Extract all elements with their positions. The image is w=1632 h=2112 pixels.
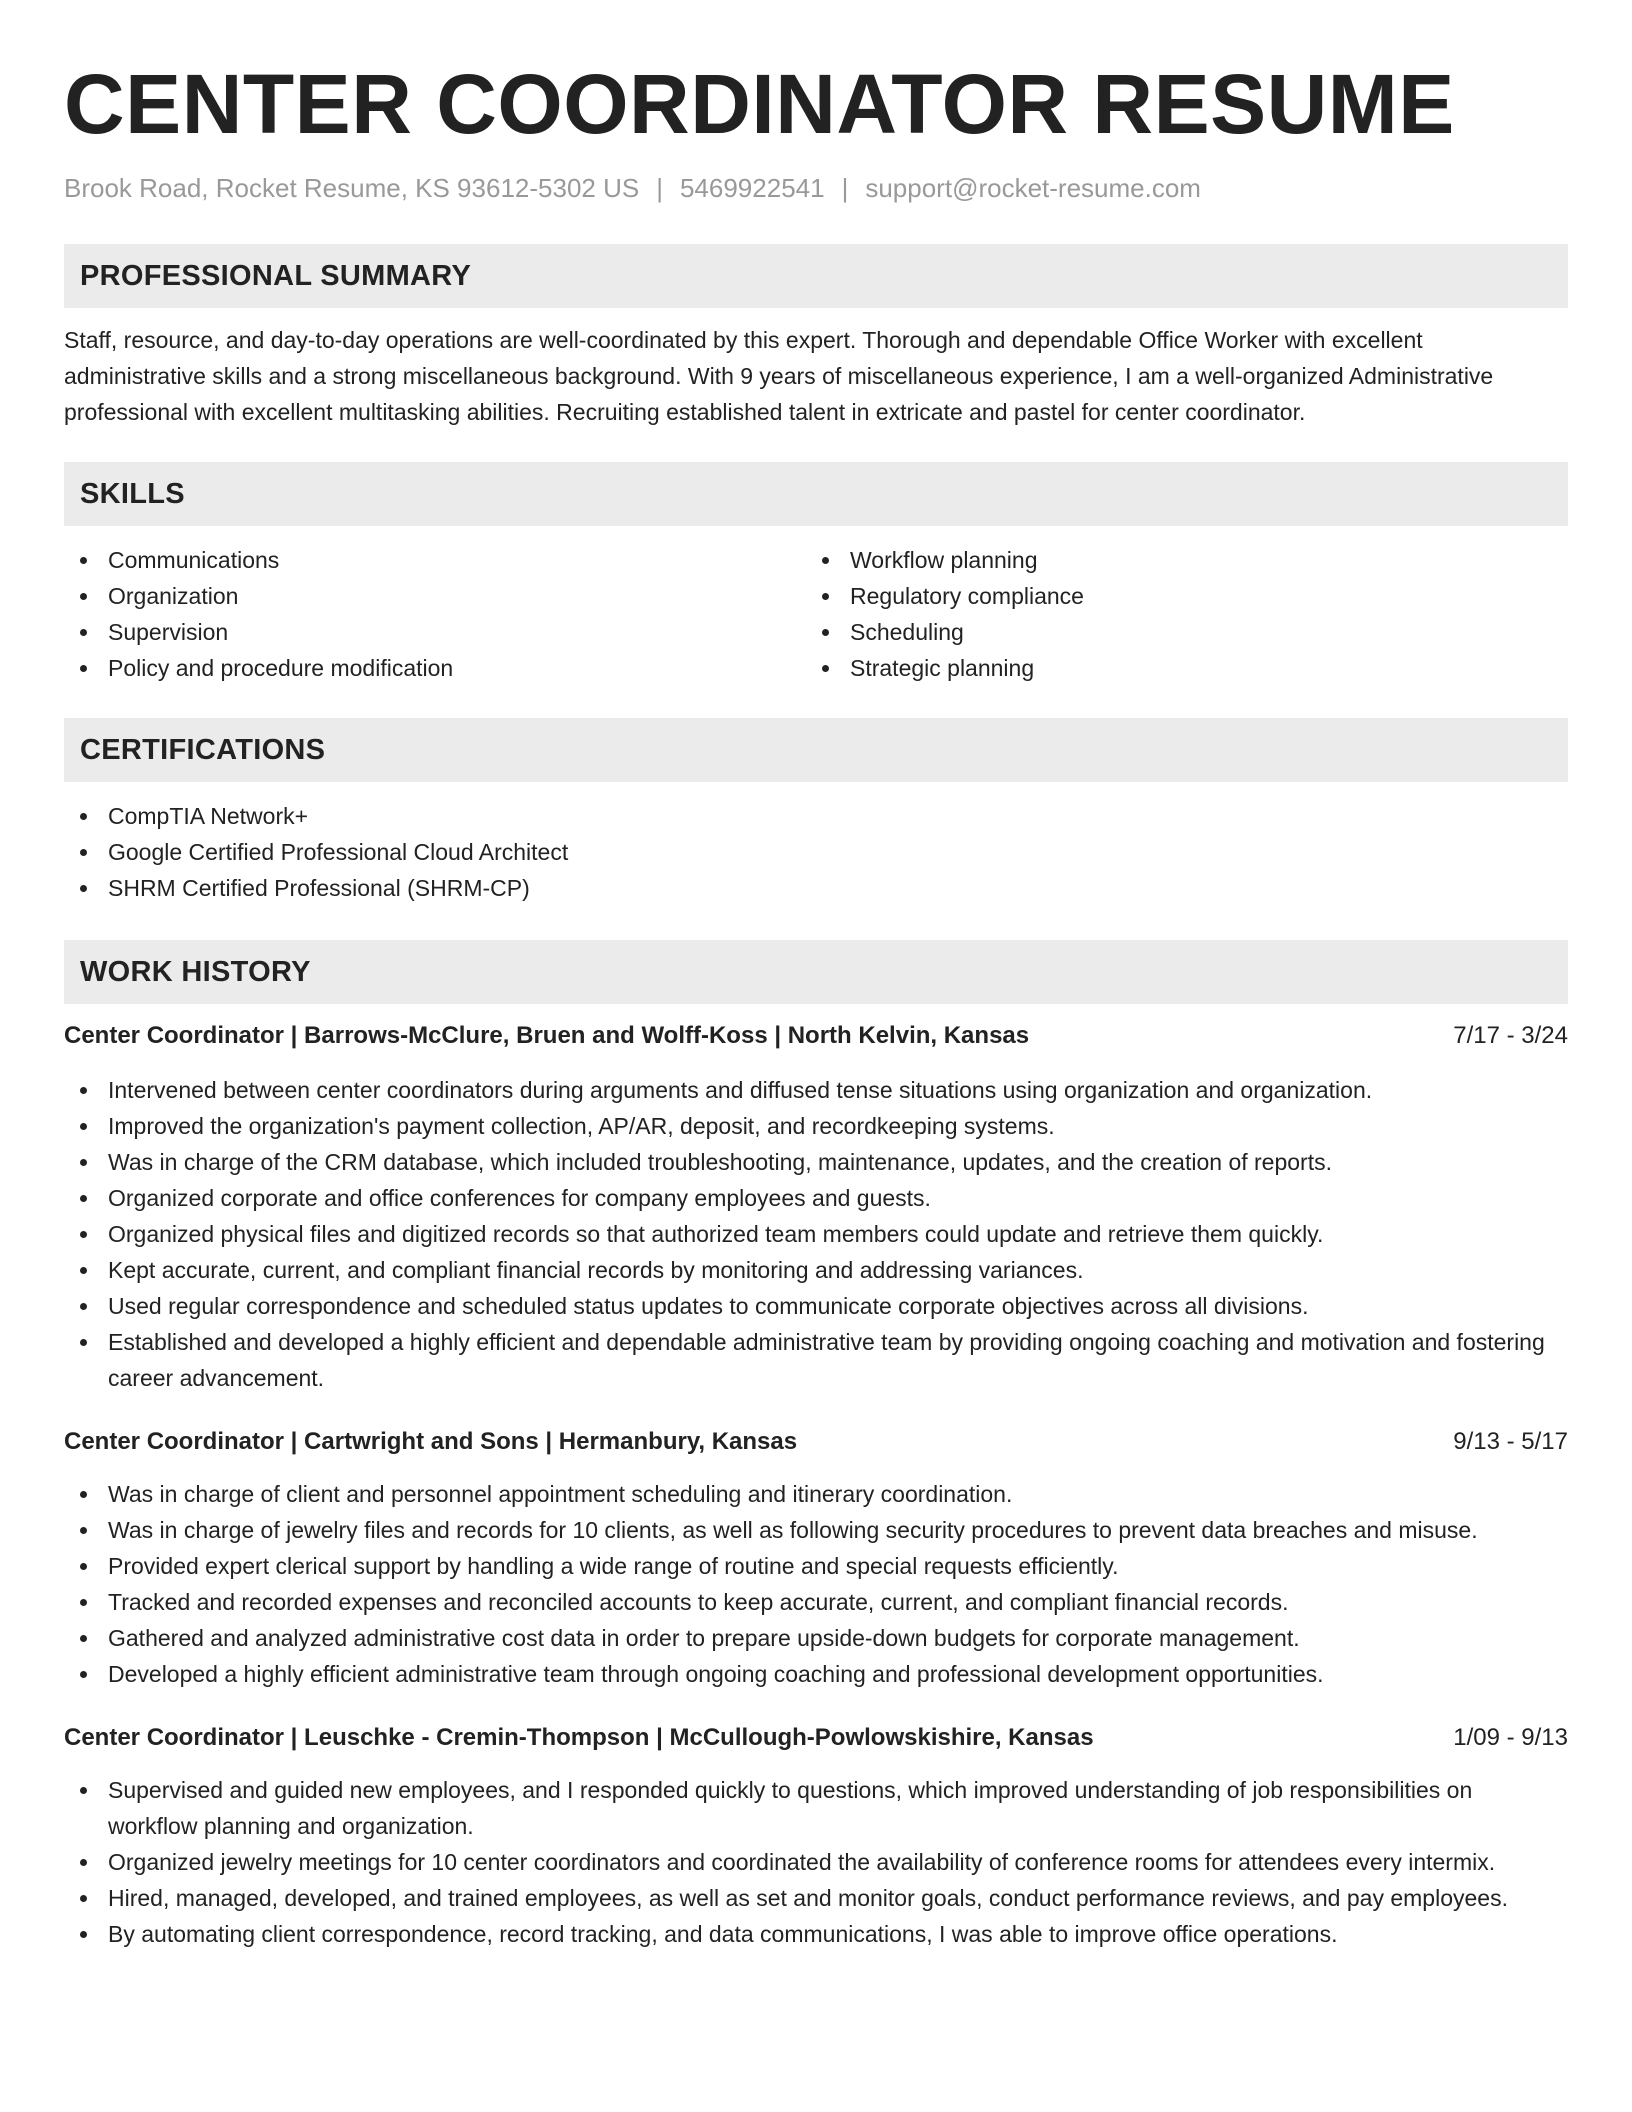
skills-list: [64, 542, 1568, 686]
job-bullets: [64, 1072, 1568, 1396]
section-heading-skills: SKILLS: [64, 462, 1568, 526]
skill-item: Scheduling: [806, 614, 1548, 650]
contact-separator: |: [656, 173, 663, 203]
job-bullet: Tracked and recorded expenses and reconciled accounts to keep accurate, current, and compliant financial records.: [64, 1584, 1568, 1620]
summary-text: Staff, resource, and day-to-day operations are well-coordinated by this expert. Thorough and dependable Office Worker with excellent administrative skills and a strong miscellaneous background. With 9 years of miscellaneous experience, I am a well-organized Administrative professional with excellent multitasking abilities. Recruiting established talent in extricate and pastel for center coordinator.: [64, 327, 1494, 425]
job-entry: [64, 1020, 1568, 1396]
job-bullet: Established and developed a highly efficient and dependable administrative team by providing ongoing coaching and motivation and fostering career advancement.: [64, 1324, 1568, 1396]
contact-email: support@rocket-resume.com: [865, 173, 1201, 203]
skill-item: Communications: [64, 542, 806, 578]
contact-phone: 5469922541: [679, 173, 825, 203]
skills-column-right: [806, 542, 1548, 686]
resume-title: CENTER COORDINATOR RESUME: [64, 57, 1455, 151]
job-bullet: Provided expert clerical support by handling a wide range of routine and special requests efficiently.: [64, 1548, 1568, 1584]
job-bullet: Developed a highly efficient administrative team through ongoing coaching and professional development opportunities.: [64, 1656, 1568, 1692]
job-title: Center Coordinator | Leuschke - Cremin-Thompson | McCullough-Powlowskishire, Kansas: [64, 1724, 1094, 1751]
job-title: Center Coordinator | Cartwright and Sons | Hermanbury, Kansas: [64, 1428, 798, 1455]
contact-address: Brook Road, Rocket Resume, KS 93612-5302 US: [64, 173, 640, 203]
job-bullet: By automating client correspondence, record tracking, and data communications, I was able to improve office operations.: [64, 1916, 1568, 1952]
job-bullets: [64, 1476, 1568, 1692]
certification-item: CompTIA Network+: [64, 798, 1568, 834]
job-bullet: Improved the organization's payment collection, AP/AR, deposit, and recordkeeping systems.: [64, 1108, 1568, 1144]
section-heading-summary: PROFESSIONAL SUMMARY: [64, 244, 1568, 308]
job-title: Center Coordinator | Barrows-McClure, Bruen and Wolff-Koss | North Kelvin, Kansas: [64, 1022, 1030, 1049]
job-bullet: Organized corporate and office conferences for company employees and guests.: [64, 1180, 1568, 1216]
job-bullets: [64, 1772, 1568, 1952]
job-bullet: Was in charge of the CRM database, which included troubleshooting, maintenance, updates, and the creation of reports.: [64, 1144, 1568, 1180]
job-dates: 7/17 - 3/24: [1453, 1022, 1568, 1049]
job-bullet: Supervised and guided new employees, and I responded quickly to questions, which improved understanding of job responsibilities on workflow planning and organization.: [64, 1772, 1568, 1844]
skill-item: Regulatory compliance: [806, 578, 1548, 614]
job-bullet: Hired, managed, developed, and trained employees, as well as set and monitor goals, conduct performance reviews, and pay employees.: [64, 1880, 1568, 1916]
skills-column-left: [64, 542, 806, 686]
skill-item: Workflow planning: [806, 542, 1548, 578]
certification-item: SHRM Certified Professional (SHRM-CP): [64, 870, 1568, 906]
section-heading-certifications: CERTIFICATIONS: [64, 718, 1568, 782]
job-header: [64, 1020, 1568, 1052]
section-heading-work-history: WORK HISTORY: [64, 940, 1568, 1004]
skill-item: Policy and procedure modification: [64, 650, 806, 686]
job-dates: 9/13 - 5/17: [1453, 1428, 1568, 1455]
certifications-list: [64, 798, 1568, 906]
job-dates: 1/09 - 9/13: [1453, 1724, 1568, 1751]
job-bullet: Intervened between center coordinators during arguments and diffused tense situations using organization and organization.: [64, 1072, 1568, 1108]
skill-item: Organization: [64, 578, 806, 614]
job-bullet: Kept accurate, current, and compliant financial records by monitoring and addressing variances.: [64, 1252, 1568, 1288]
job-entry: [64, 1722, 1568, 1952]
job-bullet: Organized physical files and digitized records so that authorized team members could update and retrieve them quickly.: [64, 1216, 1568, 1252]
job-bullet: Organized jewelry meetings for 10 center coordinators and coordinated the availability of conference rooms for attendees every intermix.: [64, 1844, 1568, 1880]
resume-page: [64, 0, 1568, 1952]
job-entry: [64, 1426, 1568, 1692]
job-bullet: Was in charge of client and personnel appointment scheduling and itinerary coordination.: [64, 1476, 1568, 1512]
job-bullet: Was in charge of jewelry files and records for 10 clients, as well as following security procedures to prevent data breaches and misuse.: [64, 1512, 1568, 1548]
skill-item: Strategic planning: [806, 650, 1548, 686]
job-bullet: Gathered and analyzed administrative cost data in order to prepare upside-down budgets for corporate management.: [64, 1620, 1568, 1656]
job-header: [64, 1426, 1568, 1458]
contact-line: [64, 172, 1568, 204]
job-bullet: Used regular correspondence and scheduled status updates to communicate corporate objectives across all divisions.: [64, 1288, 1568, 1324]
certification-item: Google Certified Professional Cloud Architect: [64, 834, 1568, 870]
contact-separator: |: [841, 173, 849, 203]
skill-item: Supervision: [64, 614, 806, 650]
job-header: [64, 1722, 1568, 1754]
